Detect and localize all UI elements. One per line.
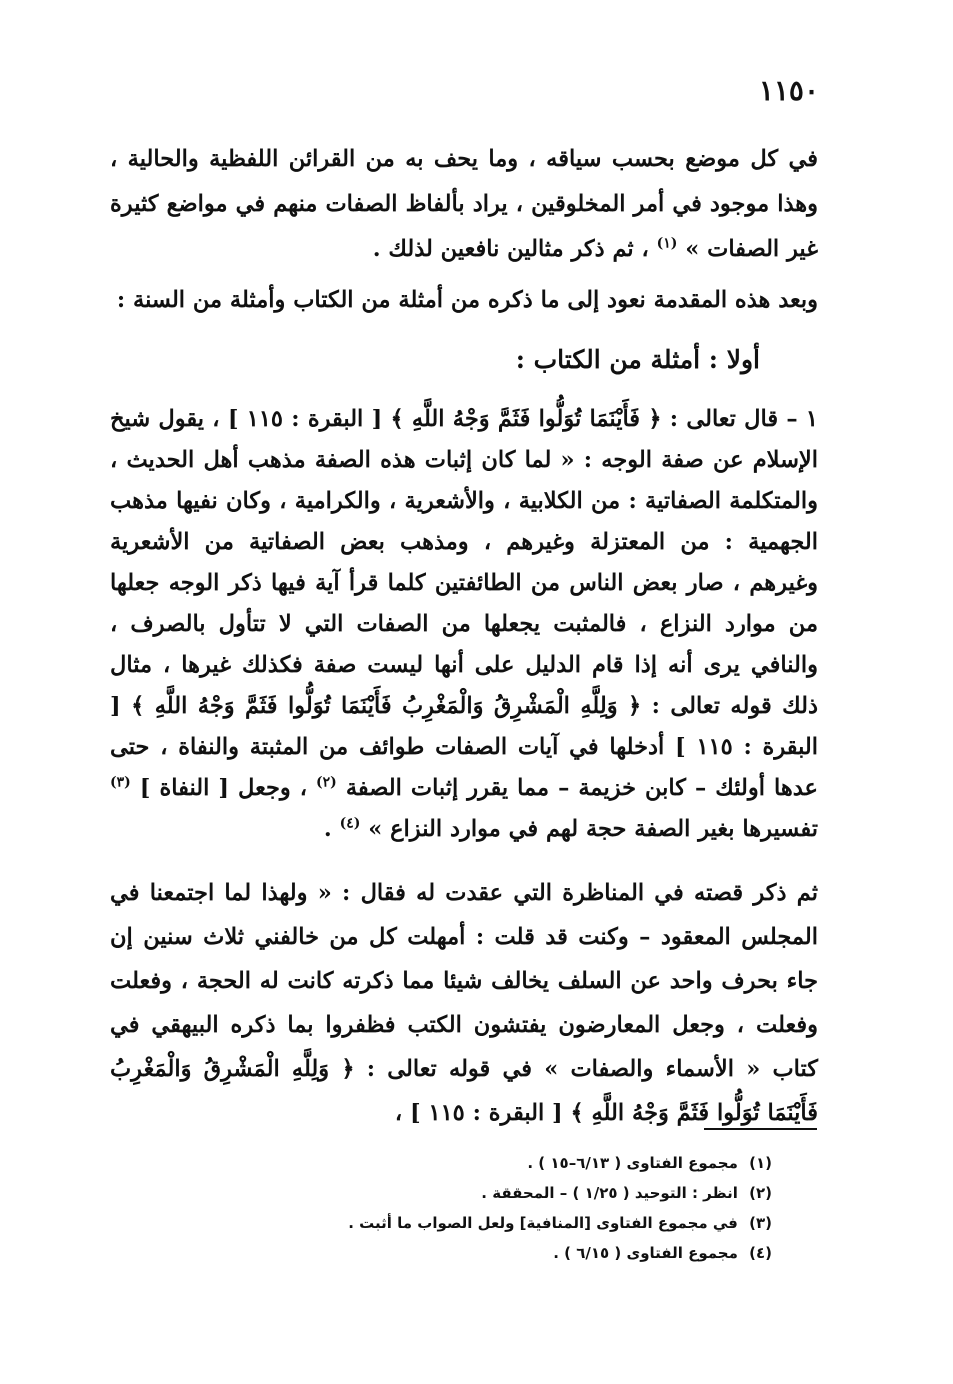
footnote-4-number: (٤)	[749, 1244, 772, 1262]
page-number: ١١٥٠	[758, 74, 819, 107]
footnote-4	[360, 1238, 772, 1268]
footnote-divider	[704, 1128, 817, 1130]
paragraph-4-text: ثم ذكر قصته في المناظرة التي عقدت له فقال : « ولهذا لما اجتمعنا في المجلس المعقود – وكنت قد قلت : أمهلت كل من خالفني ثلاث سنين إن جاء بحرف واحد عن السلف يخالف شيئا مما ذكرته كانت له الحجة ، وفعلت وفعلت ، وجعل المعارضون يفتشون الكتب فظفروا بما ذكره البيهقي في كتاب « الأسماء والصفات » في قوله تعالى : ﴿ وَلِلَّهِ الْمَشْرِقُ وَالْمَغْرِبُ فَأَيْنَمَا تُوَلُّوا فَثَمَّ وَجْهُ اللَّهِ ﴾ [ البقرة : ١١٥ ] ،	[110, 880, 818, 1126]
paragraph-1	[110, 137, 818, 272]
paragraph-1-text: في كل موضع بحسب سياقه ، وما يحف به من القرائن اللفظية والحالية ، وهذا موجود في أمر المخلوقين ، يراد بألفاظ الصفات منهم في مواضع كثيرة غير الصفات »	[110, 146, 818, 262]
paragraph-4	[110, 871, 818, 1135]
footnote-1-number: (١)	[749, 1154, 772, 1172]
footnotes	[348, 1148, 772, 1268]
footnote-3	[348, 1208, 772, 1238]
footnote-2-number: (٢)	[749, 1184, 772, 1202]
paragraph-3-text-d: .	[323, 816, 332, 842]
footnote-ref-3: (٣)	[110, 774, 131, 791]
footnote-3-text: في مجموع الفتاوى [المنافية] ولعل الصواب ما أثبت .	[348, 1214, 738, 1232]
footnote-ref-4: (٤)	[339, 815, 361, 832]
footnote-1	[360, 1148, 772, 1178]
paragraph-2	[110, 278, 818, 323]
footnote-3-number: (٣)	[749, 1214, 772, 1232]
paragraph-3-text-a: ١ – قال تعالى : ﴿ فَأَيْنَمَا تُوَلُّوا فَثَمَّ وَجْهُ اللَّهِ ﴾ [ البقرة : ١١٥ ] ، يقول شيخ الإسلام عن صفة الوجه : « لما كان إثبات هذه الصفة مذهب أهل الحديث ، والمتكلمة الصفاتية : من الكلابية ، والأشعرية ، والكرامية ، وكان نفيها مذهب الجهمية : من المعتزلة وغيرهم ، ومذهب بعض الصفاتية من الأشعرية وغيرهم ، صار بعض الناس من الطائفتين كلما قرأ آية فيها ذكر الوجه جعلها من موارد النزاع ، فالمثبت يجعلها من الصفات التي لا تتأول بالصرف ، والنافي يرى أنه إذا قام الدليل على أنها ليست صفة فكذلك غيرها ، مثال ذلك قوله تعالى : ﴿ وَلِلَّهِ الْمَشْرِقُ وَالْمَغْرِبُ فَأَيْنَمَا تُوَلُّوا فَثَمَّ وَجْهُ اللَّهِ ﴾ [ البقرة : ١١٥ ] أدخلها في آيات الصفات طوائف من المثبتة والنفاة ، حتى عدها أولئك – كابن خزيمة – مما يقرر إثبات الصفة	[110, 406, 819, 801]
paragraph-3-text-c: تفسيرها بغير الصفة حجة لهم في موارد النزاع »	[368, 816, 818, 842]
paragraph-1-tail: ، ثم ذكر مثالين نافعين لذلك .	[372, 236, 649, 262]
paragraph-2-text: وبعد هذه المقدمة نعود إلى ما ذكره من أمثلة من الكتاب وأمثلة من السنة :	[116, 287, 818, 313]
footnote-2-text: انظر : التوحيد ( ١/٢٥ ) – المحققة .	[481, 1184, 738, 1202]
footnote-4-text: مجموع الفتاوى ( ٦/١٥ ) .	[553, 1244, 738, 1262]
footnote-ref-1: (١)	[656, 235, 678, 252]
section-heading: أولا : أمثلة من الكتاب :	[515, 345, 760, 374]
footnote-1-text: مجموع الفتاوى ( ٦/١٣–١٥ ) .	[527, 1154, 738, 1172]
footnote-ref-2: (٢)	[316, 774, 337, 791]
paragraph-3-text-b: ، وجعل [ النفاة ]	[139, 775, 307, 801]
footnote-2	[360, 1178, 772, 1208]
paragraph-3	[110, 399, 818, 850]
